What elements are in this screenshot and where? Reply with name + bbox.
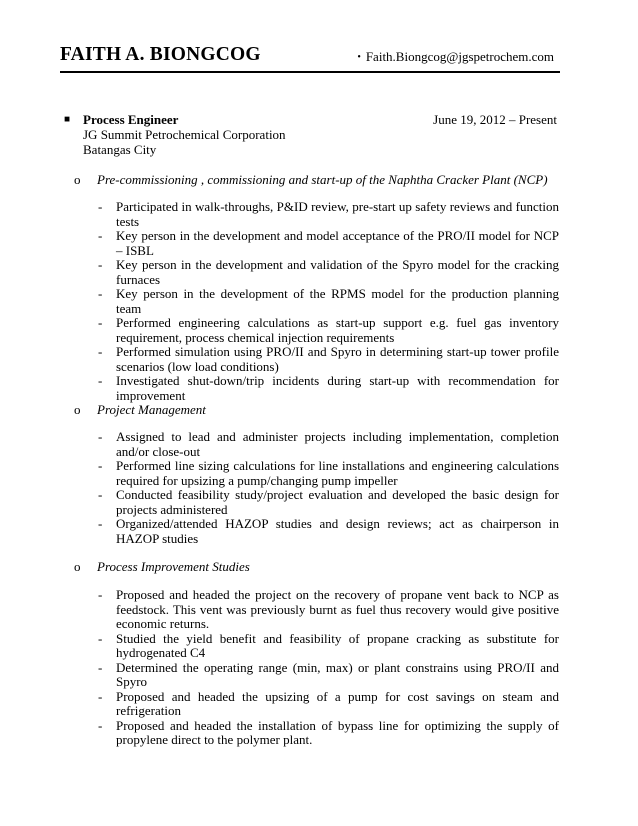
dash-bullet: - [98,487,103,502]
dash-bullet: - [98,315,103,330]
section-items-project-management [96,430,559,546]
list-item: - Participated in walk-throughs, P&ID review, pre-start up safety reviews and function tests [98,199,559,229]
dash-bullet: - [98,717,103,733]
circle-bullet-icon: o [74,402,81,417]
list-item: - Key person in the development and model acceptance of the PRO/II model for NCP – ISBL [98,228,559,258]
section-heading: Process Improvement Studies [97,559,250,574]
dash-bullet: - [98,257,103,272]
resume-header [60,44,560,70]
dash-bullet: - [98,587,103,602]
email-line [357,49,554,65]
list-item: - Conducted feasibility study/project evaluation and developed the basic design for projects administered [98,487,559,517]
list-item: - Proposed and headed the project on the recovery of propane vent back to NCP as feedstock. This vent was previously burnt as fuel thus recovery would give positive economic returns. [98,587,559,631]
header-divider [60,71,560,73]
list-item: - Key person in the development of the RPMS model for the production planning team [98,286,559,316]
job-company: JG Summit Petrochemical Corporation [83,127,286,142]
list-item: - Proposed and headed the upsizing of a pump for cost savings on steam and refrigeration [98,688,559,718]
list-item: - Performed line sizing calculations for line installations and engineering calculations required for upsizing a pump/changing pump impeller [98,458,559,488]
section-items-pre-commissioning [96,200,559,403]
job-title: Process Engineer [83,112,179,127]
dash-bullet: - [98,429,103,444]
section-items-process-improvement [96,588,559,748]
dash-bullet: - [98,516,103,531]
dash-bullet: - [98,199,103,214]
list-item: - Performed simulation using PRO/II and Spyro in determining start-up tower profile scenarios (low load conditions) [98,344,559,374]
list-item: - Studied the yield benefit and feasibility of propane cracking as substitute for hydrogenated C4 [98,630,559,660]
circle-bullet-icon: o [74,172,81,187]
square-bullet-icon: ■ [64,114,71,125]
list-item: - Investigated shut-down/trip incidents during start-up with recommendation for improvement [98,373,559,403]
email-bullet-icon: • [357,52,361,63]
dash-bullet: - [98,659,103,675]
job-dates: June 19, 2012 – Present [433,112,557,127]
dash-bullet: - [98,228,103,243]
dash-bullet: - [98,373,103,388]
list-item: - Proposed and headed the installation of bypass line for optimizing the supply of propylene direct to the polymer plant. [98,717,559,747]
dash-bullet: - [98,286,103,301]
section-heading: Pre-commissioning , commissioning and start-up of the Naphtha Cracker Plant (NCP) [97,172,548,187]
dash-bullet: - [98,688,103,704]
list-item: - Determined the operating range (min, max) or plant constrains using PRO/II and Spyro [98,659,559,689]
job-location: Batangas City [83,142,157,157]
list-item: - Assigned to lead and administer projects including implementation, completion and/or close-out [98,429,559,459]
dash-bullet: - [98,630,103,646]
list-item: - Performed engineering calculations as start-up support e.g. fuel gas inventory requirement, process chemical injection requirements [98,315,559,345]
circle-bullet-icon: o [74,559,81,574]
section-heading: Project Management [97,402,206,417]
candidate-name: FAITH A. BIONGCOG [60,44,261,65]
dash-bullet: - [98,458,103,473]
dash-bullet: - [98,344,103,359]
list-item: - Organized/attended HAZOP studies and design reviews; act as chairperson in HAZOP studies [98,516,559,546]
email-address: Faith.Biongcog@jgspetrochem.com [365,49,554,64]
list-item: - Key person in the development and validation of the Spyro model for the cracking furnaces [98,257,559,287]
